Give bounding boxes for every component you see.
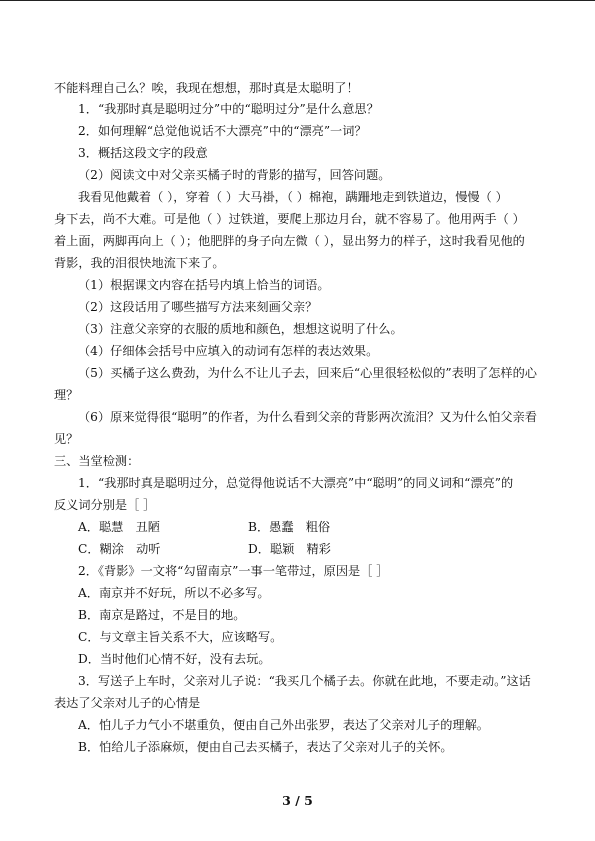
test-question-1-cont: 反义词分别是［ ］ [54, 498, 156, 512]
test-question-3-cont: 表达了父亲对儿子的心情是 [54, 696, 201, 710]
test-question-3: 3．写送子上车时，父亲对儿子说：“我买几个橘子去。你就在此地，不要走动。”这话 [78, 674, 531, 688]
test-question-2: 2．《背影》一文将“勾留南京”一事一笔带过，原因是［ ］ [78, 564, 389, 578]
question-2: 2．如何理解“总觉他说话不大漂亮”中的“漂亮”一词？ [78, 124, 367, 138]
sub-question: （3）注意父亲穿的衣服的质地和颜色，想想这说明了什么。 [78, 322, 403, 336]
option-d: D．聪颖 精彩 [248, 542, 331, 556]
option-line: A．怕儿子力气小不堪重负，便由自己外出张罗，表达了父亲对儿子的理解。 [78, 718, 489, 732]
option-line: B．南京是路过，不是目的地。 [78, 608, 246, 622]
sub-question: （1）根据课文内容在括号内填上恰当的词语。 [78, 278, 330, 292]
option-c: C．糊涂 动听 [78, 542, 161, 556]
sub-question: （4）仔细体会括号中应填入的动词有怎样的表达效果。 [78, 344, 379, 358]
option-line: A．南京并不好玩，所以不必多写。 [78, 586, 270, 600]
sub-question: （6）原来觉得很“聪明”的作者，为什么看到父亲的背影两次流泪？又为什么怕父亲看 [78, 410, 537, 424]
sub-question: （2）这段话用了哪些描写方法来刻画父亲？ [78, 300, 318, 314]
reading-prompt: （2）阅读文中对父亲买橘子时的背影的描写，回答问题。 [78, 168, 391, 182]
text-line: 不能料理自己么？唉，我现在想想，那时真是太聪明了！ [54, 81, 359, 95]
option-line: B．怕给儿子添麻烦，便由自己去买橘子，表达了父亲对儿子的关怀。 [78, 740, 453, 754]
sub-question-cont: 理？ [54, 388, 79, 402]
option-line: C．与文章主旨关系不大，应该略写。 [78, 630, 283, 644]
option-line: D．当时他们心情不好，没有去玩。 [78, 652, 271, 666]
page-top-rule [0, 0, 595, 1]
test-question-1: 1．“我那时真是聪明过分，总觉得他说话不大漂亮”中“聪明”的同义词和“漂亮”的 [78, 476, 514, 490]
passage-line: 我看见他戴着（ ），穿着（ ）大马褂，（ ）棉袍，蹒跚地走到铁道边，慢慢（ ） [78, 190, 508, 204]
sub-question: （5）买橘子这么费劲，为什么不让儿子去，回来后“心里很轻松似的”表明了怎样的心 [78, 366, 537, 380]
question-1: 1．“我那时真是聪明过分”中的“聪明过分”是什么意思？ [78, 102, 379, 116]
passage-line: 背影，我的泪很快地流下来了。 [54, 256, 225, 270]
option-a: A．聪慧 丑陋 [78, 520, 160, 534]
passage-line: 着上面，两脚再向上（ ）；他肥胖的身子向左微（ ），显出努力的样子，这时我看见他的 [54, 234, 525, 248]
page-number: 3 / 5 [282, 793, 313, 808]
option-b: B．愚蠢 粗俗 [248, 520, 331, 534]
sub-question-cont: 见？ [54, 432, 79, 446]
question-3: 3．概括这段文字的段意 [78, 146, 208, 160]
section-heading: 三、当堂检测： [54, 454, 140, 468]
passage-line: 身下去，尚不大难。可是他（ ）过铁道，要爬上那边月台，就不容易了。他用两手（ ） [54, 212, 525, 226]
